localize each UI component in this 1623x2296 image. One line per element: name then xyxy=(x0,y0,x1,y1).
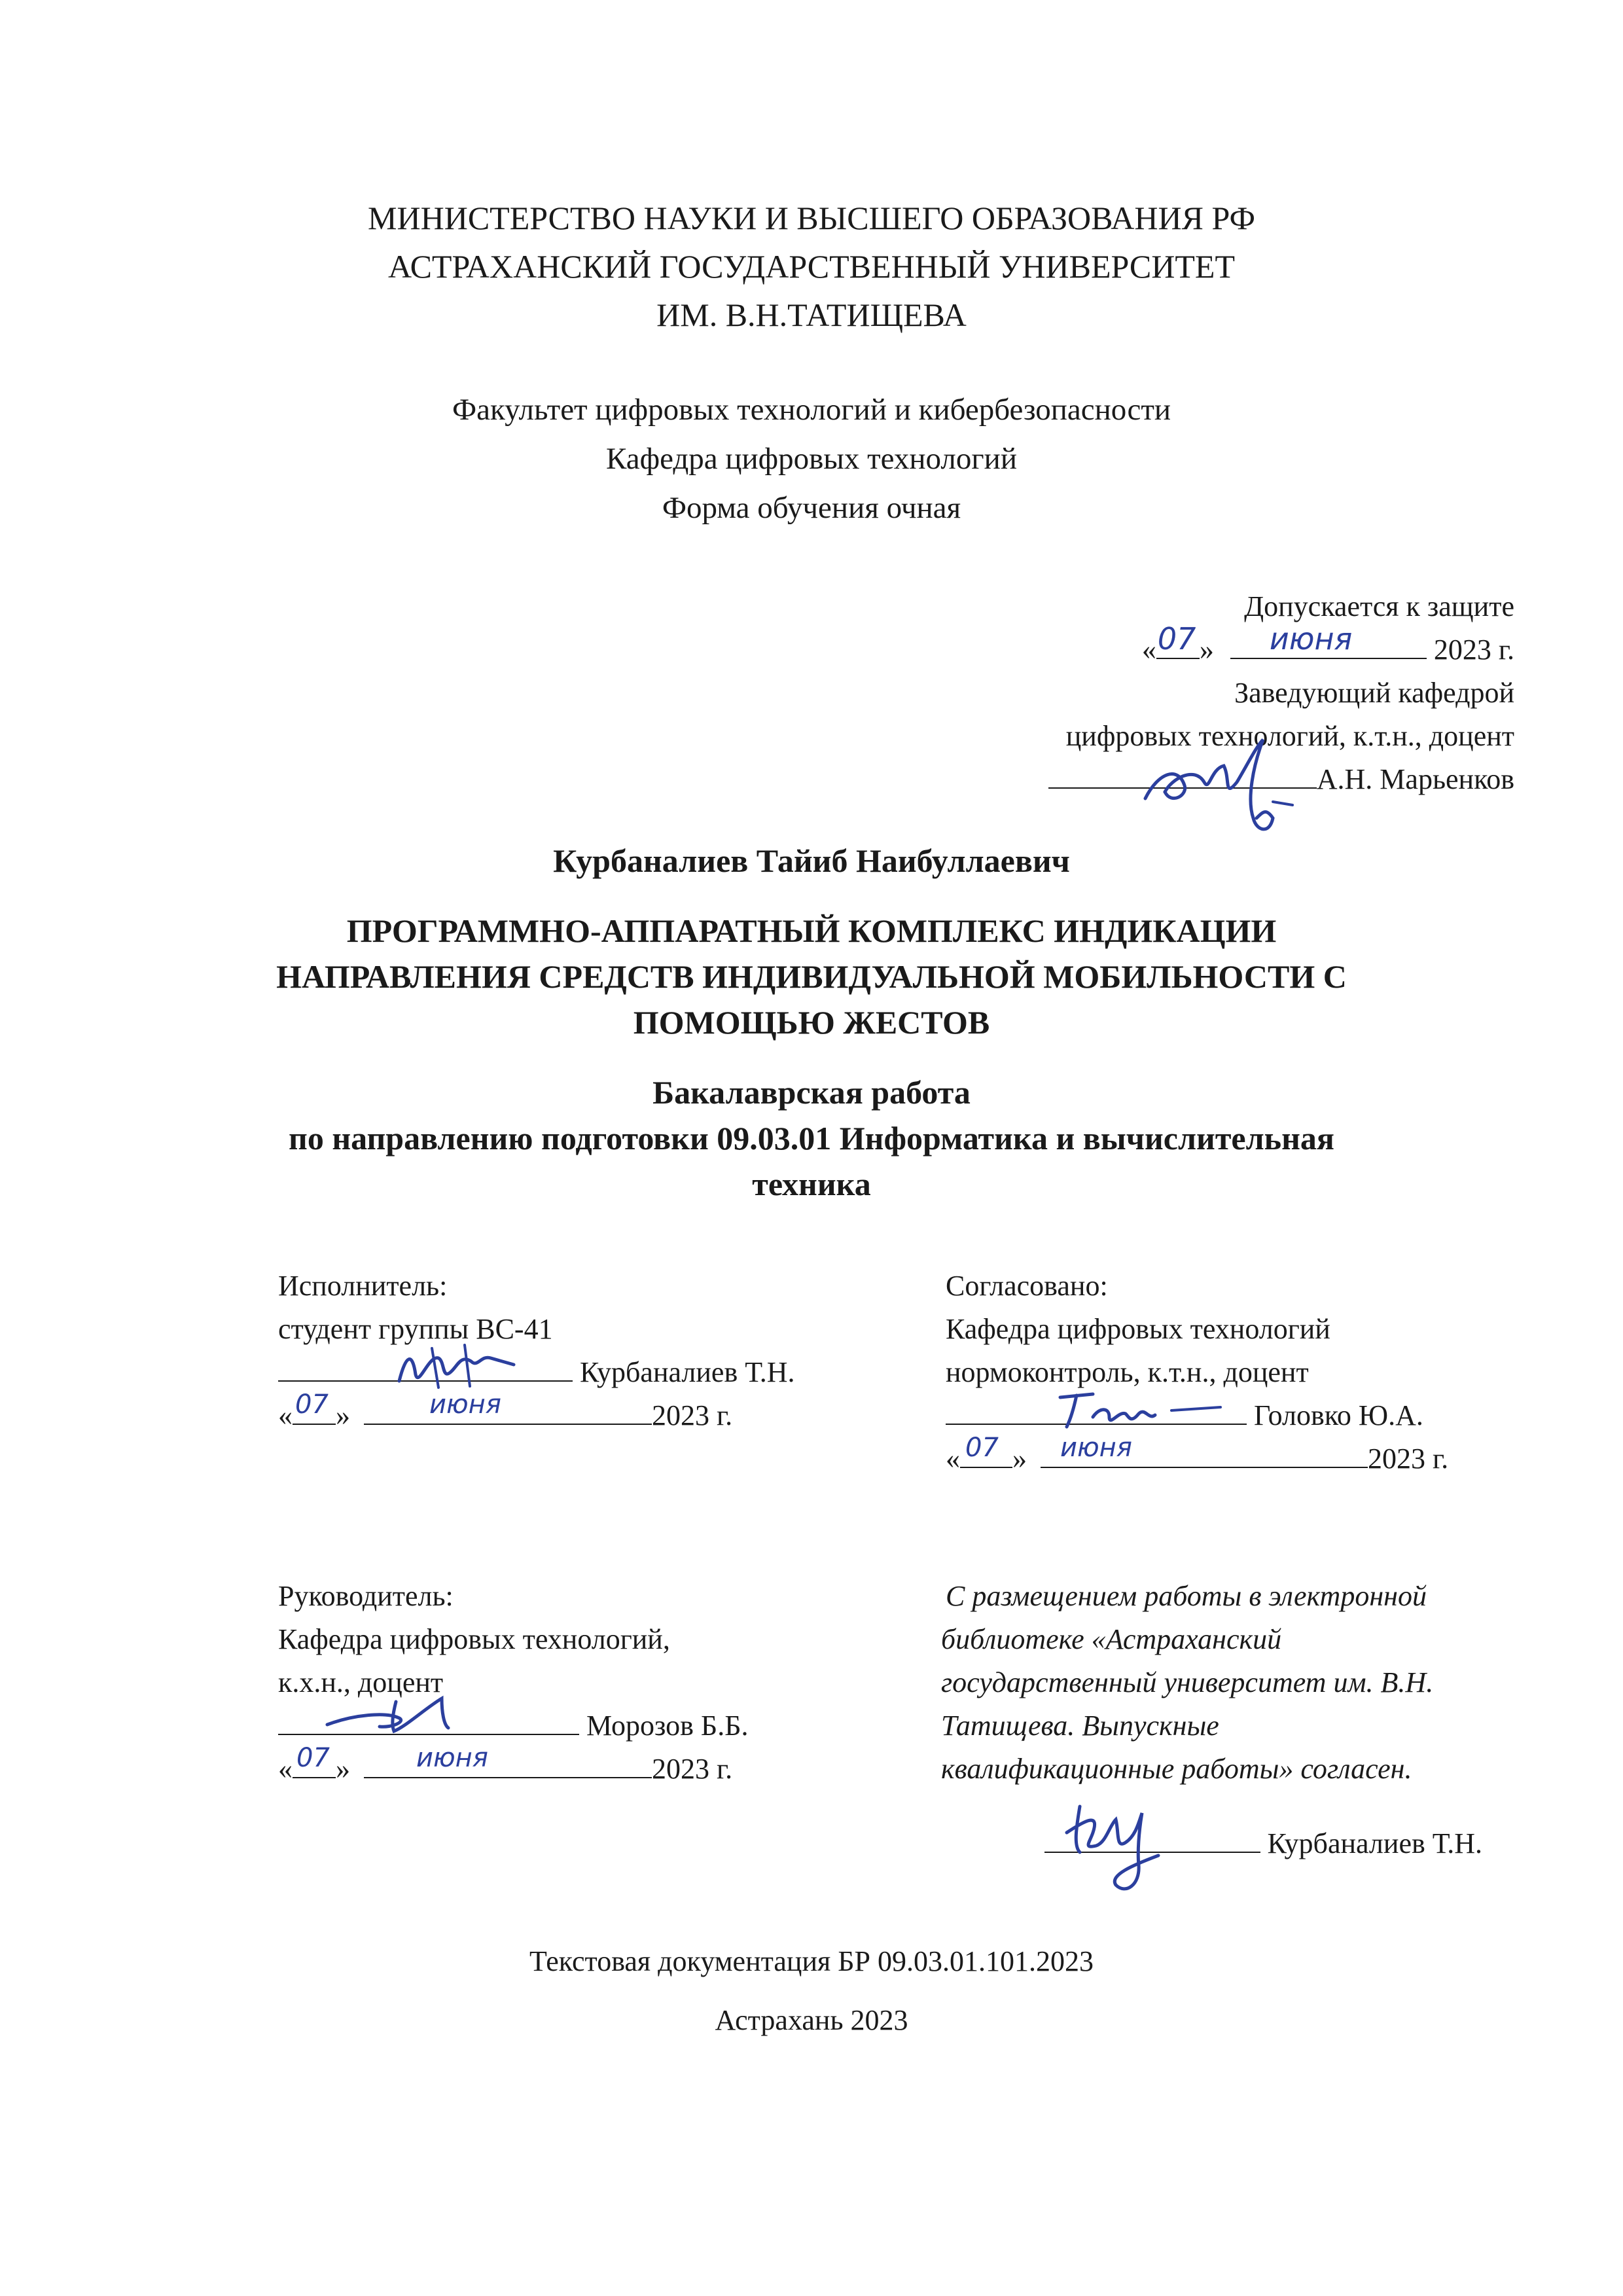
consent-line-2: библиотеке «Астраханский xyxy=(941,1623,1282,1655)
department-line: Кафедра цифровых технологий xyxy=(606,442,1017,476)
university-name-line: ИМ. В.Н.ТАТИЩЕВА xyxy=(656,296,967,333)
executor-month: июня xyxy=(429,1390,501,1420)
title-line-2: НАПРАВЛЕНИЯ СРЕДСТВ ИНДИВИДУАЛЬНОЙ МОБИЛЬНОСТИ С xyxy=(276,958,1347,995)
supervisor-department: Кафедра цифровых технологий, xyxy=(278,1623,670,1655)
agreed-month: июня xyxy=(1060,1433,1132,1463)
approval-head-position: цифровых технологий, к.т.н., доцент xyxy=(1065,720,1514,752)
consent-signature-icon xyxy=(1060,1793,1178,1905)
supervisor-name: Морозов Б.Б. xyxy=(586,1710,749,1742)
consent-line-5: квалификационные работы» согласен. xyxy=(941,1753,1412,1785)
agreed-day: 07 xyxy=(965,1433,999,1463)
consent-line-4: Татищева. Выпускные xyxy=(941,1710,1219,1742)
executor-day: 07 xyxy=(295,1390,329,1420)
university-line: АСТРАХАНСКИЙ ГОСУДАРСТВЕННЫЙ УНИВЕРСИТЕТ xyxy=(387,248,1236,285)
consent-line-3: государственный университет им. В.Н. xyxy=(941,1666,1434,1698)
direction-line-1: по направлению подготовки 09.03.01 Информатика и вычислительная xyxy=(289,1120,1334,1157)
approval-date: « 07 » июня 2023 г. xyxy=(1142,627,1514,673)
agreed-date: « 07 » июня 2023 г. xyxy=(946,1436,1448,1482)
consent-name: Курбаналиев Т.Н. xyxy=(1267,1827,1482,1859)
approval-day: 07 xyxy=(1157,621,1196,656)
approval-month: июня xyxy=(1269,621,1353,656)
ministry-line: МИНИСТЕРСТВО НАУКИ И ВЫСШЕГО ОБРАЗОВАНИЯ РФ xyxy=(368,200,1255,236)
approval-year: 2023 г. xyxy=(1433,634,1514,666)
study-form-line: Форма обучения очная xyxy=(662,491,961,525)
executor-label: Исполнитель: xyxy=(278,1270,448,1302)
head-signature-icon xyxy=(1132,720,1302,838)
faculty-line: Факультет цифровых технологий и кибербезопасности xyxy=(452,393,1171,427)
supervisor-year: 2023 г. xyxy=(652,1753,733,1785)
title-line-3: ПОМОЩЬЮ ЖЕСТОВ xyxy=(633,1004,990,1041)
author-name: Курбаналиев Тайиб Наибуллаевич xyxy=(553,842,1070,879)
supervisor-position: к.х.н., доцент xyxy=(278,1666,444,1698)
agreed-name: Головко Ю.А. xyxy=(1254,1399,1423,1431)
title-line-1: ПРОГРАММНО-АППАРАТНЫЙ КОМПЛЕКС ИНДИКАЦИИ xyxy=(346,912,1277,949)
agreed-year: 2023 г. xyxy=(1368,1443,1449,1475)
executor-name: Курбаналиев Т.Н. xyxy=(580,1356,795,1388)
executor-group: студент группы ВС-41 xyxy=(278,1313,553,1345)
agreed-label: Согласовано: xyxy=(946,1270,1108,1302)
consent-line-1: С размещением работы в электронной xyxy=(946,1580,1427,1612)
supervisor-date: « 07 » июня 2023 г. xyxy=(278,1746,732,1792)
approval-admit: Допускается к защите xyxy=(1244,590,1514,622)
supervisor-day: 07 xyxy=(296,1743,330,1773)
executor-signature-line xyxy=(278,1350,794,1395)
supervisor-signature-icon xyxy=(314,1689,484,1741)
agreed-position: нормоконтроль, к.т.н., доцент xyxy=(946,1356,1309,1388)
executor-year: 2023 г. xyxy=(652,1399,733,1431)
supervisor-month: июня xyxy=(416,1743,488,1773)
doc-code: Текстовая документация БР 09.03.01.101.2023 xyxy=(529,1945,1094,1977)
approval-head-title: Заведующий кафедрой xyxy=(1234,677,1514,709)
direction-line-2: техника xyxy=(752,1166,871,1202)
executor-date: « 07 » июня 2023 г. xyxy=(278,1393,732,1439)
agreed-department: Кафедра цифровых технологий xyxy=(946,1313,1330,1345)
supervisor-label: Руководитель: xyxy=(278,1580,454,1612)
approval-head-name: А.Н. Марьенков xyxy=(1316,763,1514,795)
city-year: Астрахань 2023 xyxy=(715,2004,908,2036)
work-type: Бакалаврская работа xyxy=(652,1074,971,1111)
